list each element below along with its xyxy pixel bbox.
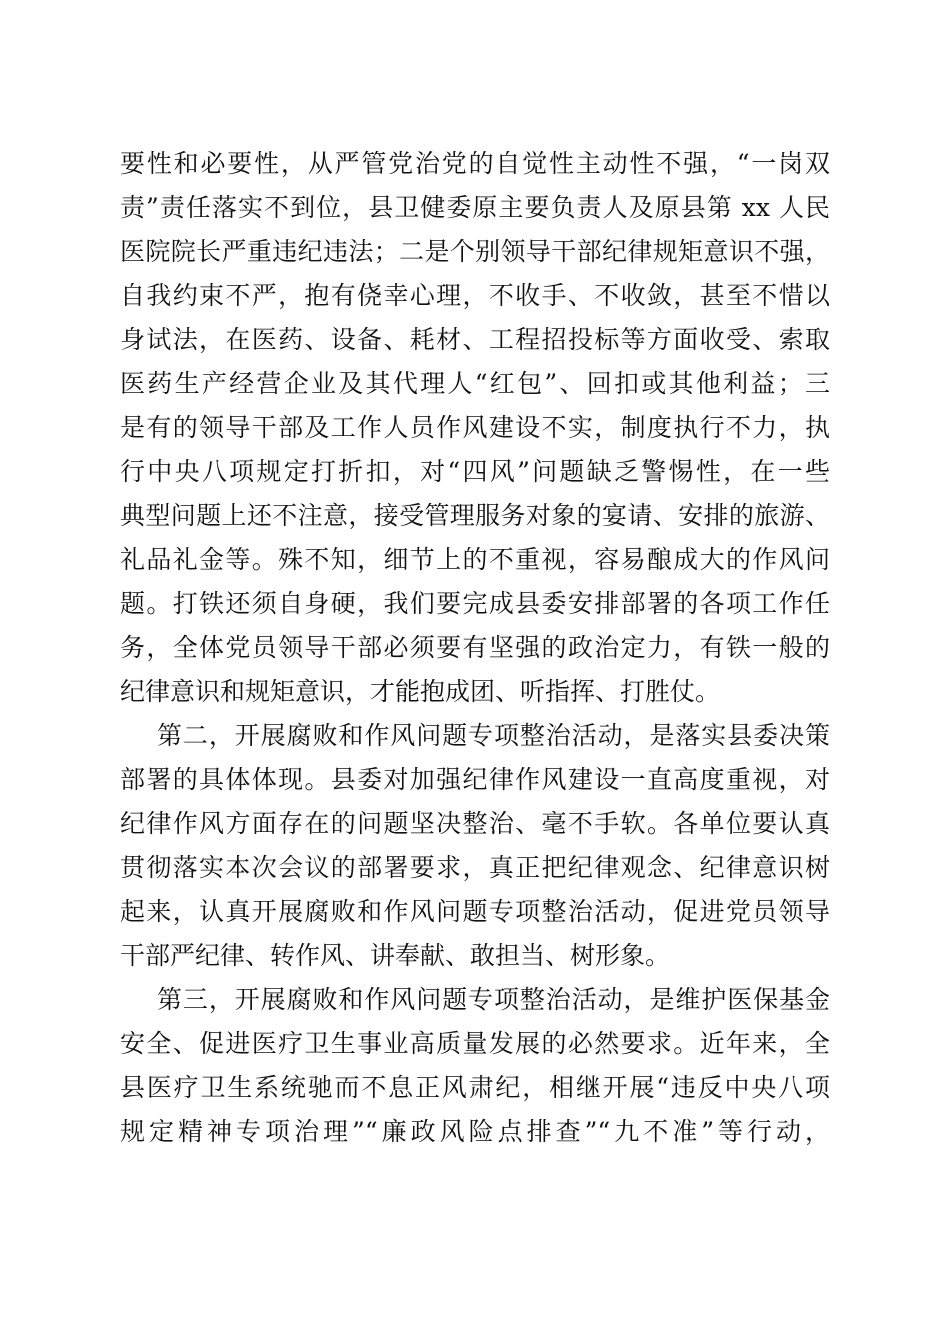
body-text-line: 要性和必要性，从严管党治党的自觉性主动性不强，“一岗双 bbox=[120, 149, 830, 178]
body-text-line: 行中央八项规定打折扣，对“四风”问题缺乏警惕性，在一些 bbox=[120, 457, 830, 486]
body-text-line: 医药生产经营企业及其代理人“红包”、回扣或其他利益；三 bbox=[120, 369, 830, 398]
body-text-line: 典型问题上还不注意，接受管理服务对象的宴请、安排的旅游、 bbox=[120, 501, 830, 530]
body-text-line: 是有的领导干部及工作人员作风建设不实，制度执行不力，执 bbox=[120, 413, 830, 442]
body-text-line: 责”责任落实不到位，县卫健委原主要负责人及原县第 xx 人民 bbox=[120, 193, 830, 222]
body-text-line: 身试法，在医药、设备、耗材、工程招投标等方面收受、索取 bbox=[120, 325, 830, 354]
body-text-line: 起来，认真开展腐败和作风问题专项整治活动，促进党员领导 bbox=[120, 897, 830, 926]
body-text-line: 纪律意识和规矩意识，才能抱成团、听指挥、打胜仗。 bbox=[120, 677, 721, 706]
body-text-line: 务，全体党员领导干部必须要有坚强的政治定力，有铁一般的 bbox=[120, 633, 830, 662]
body-text-line: 部署的具体体现。县委对加强纪律作风建设一直高度重视，对 bbox=[120, 765, 830, 794]
body-text-line: 贯彻落实本次会议的部署要求，真正把纪律观念、纪律意识树 bbox=[120, 853, 830, 882]
body-text-line: 干部严纪律、转作风、讲奉献、敢担当、树形象。 bbox=[120, 941, 671, 970]
body-text-line: 规定精神专项治理”“廉政风险点排查”“九不准”等行动， bbox=[120, 1117, 830, 1146]
body-text-line: 礼品礼金等。殊不知，细节上的不重视，容易酿成大的作风问 bbox=[120, 545, 830, 574]
body-text-line: 安全、促进医疗卫生事业高质量发展的必然要求。近年来，全 bbox=[120, 1029, 830, 1058]
body-text-line: 医院院长严重违纪违法；二是个别领导干部纪律规矩意识不强， bbox=[120, 237, 830, 266]
paragraph-3-first-line: 第三，开展腐败和作风问题专项整治活动，是维护医保基金 bbox=[157, 985, 830, 1014]
body-text-line: 县医疗卫生系统驰而不息正风肃纪，相继开展“违反中央八项 bbox=[120, 1073, 830, 1102]
body-text-line: 题。打铁还须自身硬，我们要完成县委安排部署的各项工作任 bbox=[120, 589, 830, 618]
paragraph-2-first-line: 第二，开展腐败和作风问题专项整治活动，是落实县委决策 bbox=[157, 721, 830, 750]
body-text-line: 纪律作风方面存在的问题坚决整治、毫不手软。各单位要认真 bbox=[120, 809, 830, 838]
body-text-line: 自我约束不严，抱有侥幸心理，不收手、不收敛，甚至不惜以 bbox=[120, 281, 830, 310]
